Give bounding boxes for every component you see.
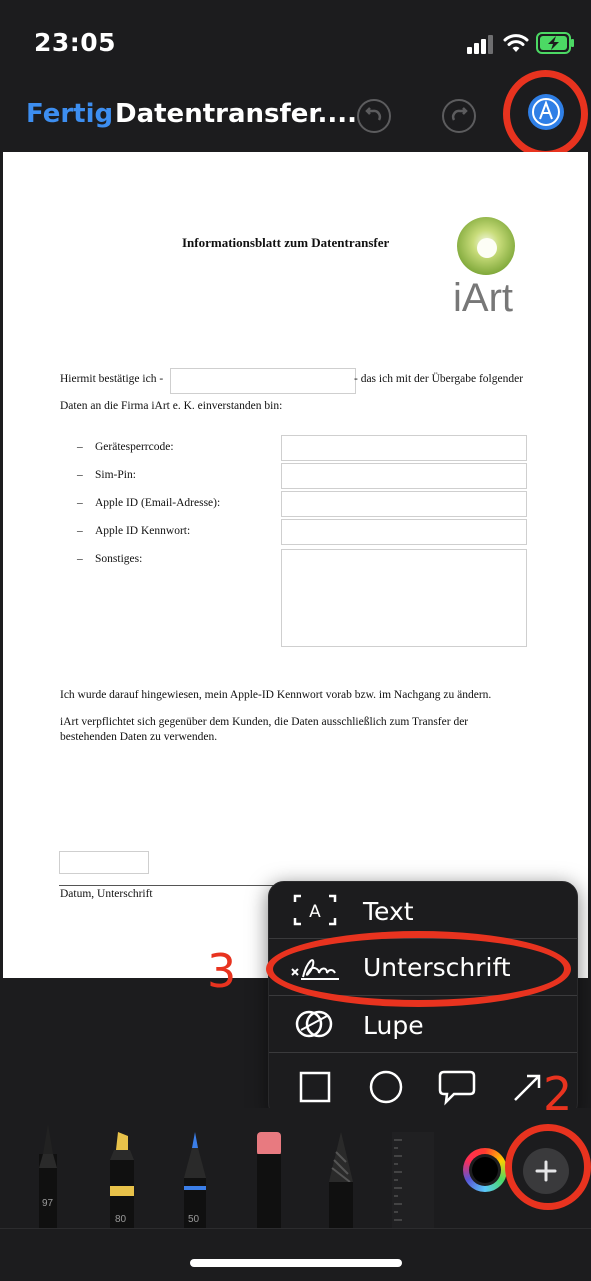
arrow-shape-button[interactable] <box>511 1070 545 1104</box>
signature-line <box>59 885 289 886</box>
home-bar-area <box>0 1228 591 1281</box>
menu-item-magnifier-label: Lupe <box>363 1011 424 1040</box>
list-item-sim-pin: Sim-Pin: <box>95 469 136 481</box>
color-picker-button[interactable] <box>463 1148 507 1192</box>
notice-text: Ich wurde darauf hingewiesen, mein Apple-ID Kennwort vorab bzw. im Nachgang zu ändern. <box>60 689 492 701</box>
redo-icon <box>444 101 474 131</box>
list-item-apple-id: Apple ID (Email-Adresse): <box>95 497 221 509</box>
intro-text-part2: - das ich mit der Übergabe folgender <box>354 373 524 385</box>
speech-bubble-icon <box>438 1070 476 1106</box>
list-dash: – <box>77 469 83 481</box>
list-dash: – <box>77 525 83 537</box>
annotation-ring-add <box>505 1124 591 1210</box>
highlighter-tool[interactable] <box>107 1132 137 1228</box>
document-title: Datentransfer.... <box>115 99 358 129</box>
menu-item-signature-label: Unterschrift <box>363 953 511 982</box>
menu-separator <box>269 1052 577 1053</box>
annotation-ring-signature <box>266 931 571 1007</box>
list-dash: – <box>77 441 83 453</box>
square-shape-icon <box>299 1071 331 1103</box>
undo-button[interactable] <box>357 99 391 133</box>
pencil-width-label: 50 <box>188 1214 200 1225</box>
wifi-icon <box>503 33 529 53</box>
logo-text: iArt <box>453 276 513 320</box>
undo-icon <box>359 101 389 131</box>
intro-text-line2: Daten an die Firma iArt e. K. einverstanden bin: <box>60 400 283 412</box>
eraser-icon <box>254 1132 284 1228</box>
annotation-number-2: 2 <box>543 1067 573 1121</box>
redo-button[interactable] <box>442 99 476 133</box>
commitment-text-line2: bestehenden Daten zu verwenden. <box>60 731 218 743</box>
eraser-tool[interactable] <box>254 1132 284 1228</box>
ruler-icon <box>392 1132 434 1228</box>
arrow-icon <box>511 1070 545 1104</box>
pencil-tool[interactable] <box>180 1132 210 1228</box>
pen-tool[interactable] <box>34 1124 62 1228</box>
list-item-apple-password: Apple ID Kennwort: <box>95 525 191 537</box>
lasso-icon <box>326 1132 356 1228</box>
svg-text:A: A <box>309 902 321 922</box>
pen-icon <box>34 1124 62 1228</box>
passcode-field[interactable] <box>281 435 527 461</box>
list-item-passcode: Gerätesperrcode: <box>95 441 174 453</box>
menu-item-text-label: Text <box>363 897 414 926</box>
home-indicator[interactable] <box>190 1259 402 1267</box>
date-field[interactable] <box>59 851 149 874</box>
signature-label: Datum, Unterschrift <box>60 888 153 900</box>
pdf-page[interactable] <box>3 152 588 978</box>
name-field[interactable] <box>170 368 356 394</box>
apple-id-field[interactable] <box>281 491 527 517</box>
ruler-tool[interactable] <box>392 1132 434 1228</box>
magnifier-icon <box>293 1006 337 1042</box>
circle-shape-icon <box>369 1070 403 1104</box>
intro-text-part1: Hiermit bestätige ich - <box>60 373 164 385</box>
iart-logo <box>453 216 519 336</box>
annotation-ring-markup <box>503 70 588 158</box>
document-heading: Informationsblatt zum Datentransfer <box>182 235 390 250</box>
circle-shape-button[interactable] <box>369 1070 403 1104</box>
list-item-other: Sonstiges: <box>95 553 143 565</box>
done-button[interactable]: Fertig <box>26 99 114 129</box>
list-dash: – <box>77 497 83 509</box>
apple-password-field[interactable] <box>281 519 527 545</box>
list-dash: – <box>77 553 83 565</box>
square-shape-button[interactable] <box>299 1071 331 1103</box>
lasso-tool[interactable] <box>326 1132 356 1228</box>
signal-icon <box>467 34 495 54</box>
speech-bubble-button[interactable] <box>438 1070 476 1106</box>
sim-pin-field[interactable] <box>281 463 527 489</box>
annotation-number-3: 3 <box>207 944 237 998</box>
selected-color-swatch <box>472 1157 498 1183</box>
pen-width-label: 97 <box>42 1198 54 1209</box>
battery-charging-icon <box>536 32 576 54</box>
status-time: 23:05 <box>34 28 117 57</box>
other-field[interactable] <box>281 549 527 647</box>
text-box-icon <box>293 894 337 926</box>
menu-item-text[interactable] <box>269 882 577 938</box>
highlighter-width-label: 80 <box>115 1214 127 1225</box>
commitment-text-line1: iArt verpflichtet sich gegenüber dem Kunden, die Daten ausschließlich zum Transfer der <box>60 716 469 728</box>
